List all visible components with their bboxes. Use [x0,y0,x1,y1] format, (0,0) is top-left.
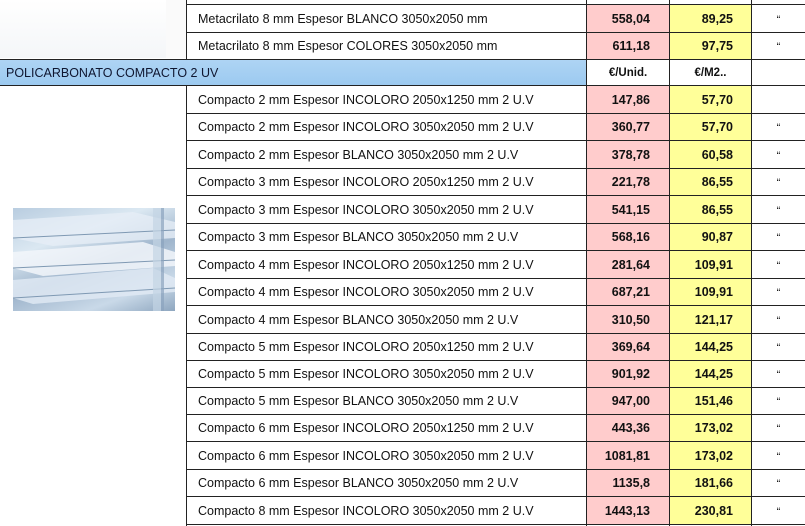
product-description: Compacto 3 mm Espesor INCOLORO 2050x1250 mm 2 U.V [198,175,534,189]
m2-price: 144,25 [670,361,751,387]
ditto-mark: “ [776,505,781,518]
polycarbonate-sheets-photo [13,208,175,311]
grid-line [187,168,805,169]
unit-price: 541,15 [587,196,669,223]
grid-line [187,333,805,334]
top-row-1-description: Metacrilato 8 mm Espesor BLANCO 3050x2050 mm [198,11,488,26]
ditto-mark: “ [776,314,781,327]
grid-line [187,387,805,388]
product-description: Compacto 5 mm Espesor INCOLORO 2050x1250 mm 2 U.V [198,340,534,354]
grid-line [187,441,805,442]
m2-price: 109,91 [670,251,751,278]
grid-line [751,0,752,526]
product-description: Compacto 5 mm Espesor INCOLORO 3050x2050 mm 2 U.V [198,367,534,381]
product-description: Compacto 4 mm Espesor INCOLORO 2050x1250 mm 2 U.V [198,257,534,272]
ditto-mark: “ [776,204,781,217]
unit-price: 443,36 [587,415,669,441]
unit-price: 369,64 [587,334,669,360]
section-header [0,60,586,85]
ditto-mark: “ [776,232,781,244]
m2-price: 173,02 [670,415,751,441]
ditto-mark: “ [776,478,781,490]
product-description: Compacto 2 mm Espesor INCOLORO 2050x1250 mm 2 U.V [198,92,534,107]
grid-line [187,278,805,279]
m2-price: 151,46 [670,388,751,414]
grid-line [186,0,187,59]
ditto-mark: “ [776,149,781,162]
product-description: Compacto 5 mm Espesor BLANCO 3050x2050 mm 2 U.V [198,394,519,408]
unit-price: 281,64 [587,251,669,278]
grid-line [187,250,805,251]
unit-price: 147,86 [587,86,669,113]
unit-price: 901,92 [587,361,669,387]
polycarbonate-sheets-image-icon [13,208,175,311]
section-title: POLICARBONATO COMPACTO 2 UV [6,65,219,80]
m2-price: 173,02 [670,442,751,469]
unit-price: 1135,8 [587,470,669,496]
product-description: Compacto 2 mm Espesor BLANCO 3050x2050 mm 2 U.V [198,147,519,162]
ditto-mark [752,86,805,113]
product-description: Compacto 3 mm Espesor INCOLORO 3050x2050 mm 2 U.V [198,202,534,217]
top-row-2-description: Metacrilato 8 mm Espesor COLORES 3050x2050 mm [198,39,498,53]
grid-line [586,0,587,526]
grid-line [187,223,805,224]
grid-line [187,360,805,361]
unit-price: 568,16 [587,224,669,250]
product-description: Compacto 6 mm Espesor INCOLORO 2050x1250 mm 2 U.V [198,421,534,435]
m2-price: 57,70 [670,86,751,113]
top-row-2-m2-price: 97,75 [670,33,751,59]
m2-price: 109,91 [670,279,751,305]
top-left-image-cell [0,0,186,58]
m2-price: 57,70 [670,114,751,140]
m2-price: 86,55 [670,196,751,223]
grid-line [187,113,805,114]
product-description: Compacto 3 mm Espesor BLANCO 3050x2050 mm 2 U.V [198,230,519,244]
product-description: Compacto 4 mm Espesor BLANCO 3050x2050 mm 2 U.V [198,312,519,327]
unit-price: 221,78 [587,169,669,195]
ditto-mark: “ [776,396,781,408]
ditto-mark: “ [776,177,781,189]
grid-line [187,195,805,196]
grid-line [187,469,805,470]
unit-price: 1443,13 [587,497,669,524]
top-row-2-ditto-mark: “ [776,41,781,53]
grid-line [0,59,805,60]
unit-price: 310,50 [587,306,669,333]
product-description: Compacto 6 mm Espesor INCOLORO 3050x2050 mm 2 U.V [198,448,534,463]
top-row-1-unit-price: 558,04 [587,5,669,32]
ditto-mark: “ [776,287,781,299]
product-description: Compacto 4 mm Espesor INCOLORO 3050x2050 mm 2 U.V [198,285,534,299]
grid-line [187,32,805,33]
grid-line [187,496,805,497]
m2-price: 230,81 [670,497,751,524]
unit-price: 360,77 [587,114,669,140]
product-description: Compacto 6 mm Espesor BLANCO 3050x2050 mm 2 U.V [198,476,519,490]
grid-line [187,305,805,306]
grid-line [187,524,805,525]
top-row-1-m2-price: 89,25 [670,5,751,32]
ditto-mark: “ [776,423,781,435]
unit-price: 1081,81 [587,442,669,469]
m2-price: 144,25 [670,334,751,360]
top-row-1-ditto-mark: “ [776,13,781,26]
ditto-mark: “ [776,122,781,134]
grid-line [0,85,805,86]
unit-price: 947,00 [587,388,669,414]
m2-price: 90,87 [670,224,751,250]
grid-line [187,414,805,415]
top-row-2-unit-price: 611,18 [587,33,669,59]
m2-price: 86,55 [670,169,751,195]
ditto-mark: “ [776,450,781,463]
grid-line [669,0,670,526]
unit-price: 378,78 [587,141,669,168]
ditto-mark: “ [776,369,781,381]
column-header-unit-price: €/Unid. [608,66,648,79]
m2-price: 181,66 [670,470,751,496]
column-header-m2-price: €/M2.. [694,66,727,79]
unit-price: 687,21 [587,279,669,305]
grid-line [187,140,805,141]
ditto-mark: “ [776,342,781,354]
product-description: Compacto 2 mm Espesor INCOLORO 3050x2050 mm 2 U.V [198,120,534,134]
m2-price: 60,58 [670,141,751,168]
m2-price: 121,17 [670,306,751,333]
grid-line [187,4,805,5]
product-description: Compacto 8 mm Espesor INCOLORO 3050x2050 mm 2 U.V [198,503,534,518]
product-image-fragment [0,0,166,58]
ditto-mark: “ [776,259,781,272]
